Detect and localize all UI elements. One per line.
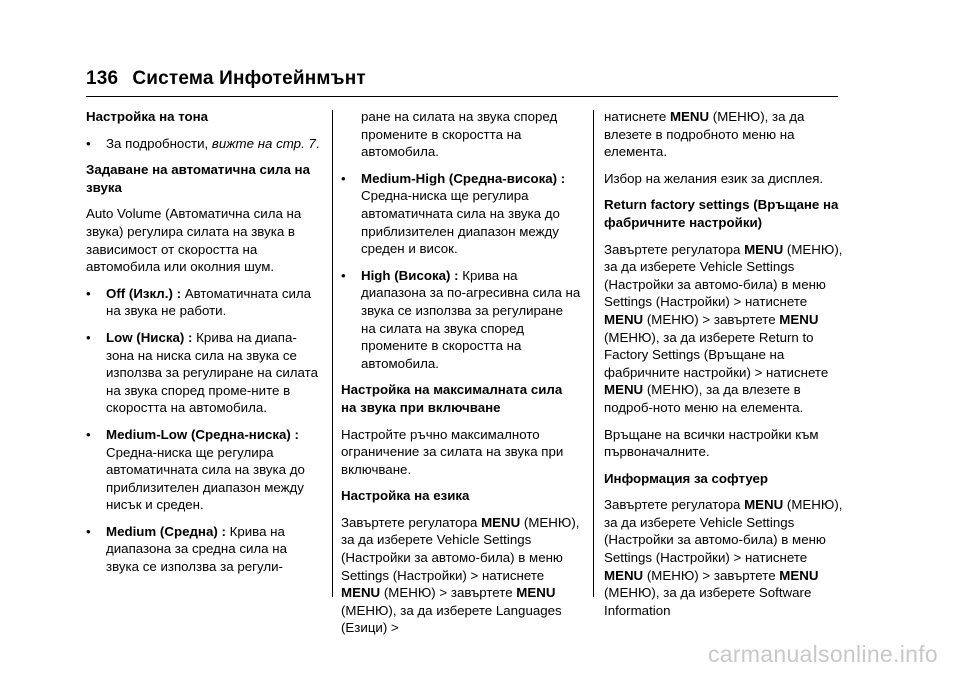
- paragraph-language-cont: [604, 108, 844, 161]
- body-text: (МЕНЮ) > завъртете: [380, 585, 517, 601]
- bullet-icon: •: [86, 426, 91, 442]
- option-text: Крива на диапазона за средна сила на звука се използва за регули-: [106, 523, 287, 575]
- menu-keyword: MENU: [341, 585, 381, 601]
- bullet-item: [341, 170, 581, 258]
- body-text: Завъртете регулатора: [604, 241, 745, 257]
- body-text: (МЕНЮ) > завъртете: [643, 567, 780, 583]
- body-text: (МЕНЮ) > завъртете: [643, 311, 780, 327]
- paragraph-language: [341, 514, 581, 637]
- option-label: Medium-Low (Средна-ниска) :: [106, 426, 299, 442]
- body-text: (МЕНЮ), за да изберете Vehicle Settings (Настройки за автомо-била) в меню Settings (Настройки) > натиснете: [341, 514, 580, 583]
- bullet-icon: •: [86, 329, 91, 345]
- option-label: Low (Ниска) :: [106, 329, 193, 345]
- option-label: Medium-High (Средна-висока) :: [361, 170, 566, 186]
- page-reference: вижте на стр. 7: [211, 135, 316, 151]
- paragraph-auto-volume: Auto Volume (Автоматична сила на звука) регулира силата на звука в зависимост от скоростта на автомобила или околния шум.: [86, 206, 302, 275]
- bullet-item: [86, 523, 321, 576]
- body-text: (МЕНЮ), за да изберете Vehicle Settings (Настройки за автомо-била) в меню Settings (Настройки) > натиснете: [604, 241, 843, 310]
- menu-keyword: MENU: [604, 567, 644, 583]
- watermark: carmanualsonline.info: [707, 641, 938, 667]
- heading-auto-volume: Задаване на автоматична сила на звука: [86, 162, 310, 195]
- option-label: Medium (Средна) :: [106, 523, 226, 539]
- bullet-item: [86, 329, 321, 417]
- option-text: Крива на диапазона за по-агресивна сила на звука се използва за регулиране на силата на звука според промените в скоростта на автомобила.: [361, 267, 581, 371]
- heading-software-info: Информация за софтуер: [604, 470, 769, 486]
- bullet-icon: •: [86, 523, 91, 539]
- menu-keyword: MENU: [604, 311, 644, 327]
- heading-max-volume: Настройка на максималната сила на звука при включване: [341, 382, 563, 415]
- body-text: (МЕНЮ), за да изберете Software Information: [604, 585, 812, 618]
- column-2: [341, 108, 581, 646]
- option-text: Средна-ниска ще регулира автоматичната сила на звука до приблизителен диапазон между среден и висок.: [361, 188, 560, 257]
- menu-keyword: MENU: [779, 311, 819, 327]
- body-text: За подробности,: [106, 135, 212, 151]
- paragraph-factory-settings: [604, 241, 844, 417]
- menu-keyword: MENU: [669, 109, 710, 124]
- option-text: Средна-ниска ще регулира автоматичната сила на звука до приблизителен диапазон между нисък и среден.: [106, 444, 305, 513]
- column-divider: [332, 110, 333, 597]
- bullet-item: [341, 267, 581, 373]
- body-text: (МЕНЮ), за да изберете Return to Factory Settings (Връщане на фабричните настройки) > натиснете: [604, 329, 829, 380]
- bullet-icon: •: [341, 170, 346, 186]
- menu-keyword: MENU: [744, 497, 784, 513]
- paragraph-software-info: [604, 496, 844, 619]
- menu-keyword: MENU: [779, 567, 819, 583]
- page-number: 136: [86, 68, 119, 89]
- option-text: ране на силата на звука според промените в скоростта на автомобила.: [361, 109, 558, 160]
- heading-tone: Настройка на тона: [86, 109, 209, 124]
- menu-keyword: MENU: [744, 241, 784, 257]
- paragraph-reset-all: Връщане на всички настройки към първоначалните.: [604, 426, 819, 460]
- paragraph-max-volume: Настройте ръчно максималното ограничение за силата на звука при включване.: [341, 426, 564, 477]
- option-label: High (Висока) :: [361, 267, 459, 283]
- body-text: (МЕНЮ), за да изберете Vehicle Settings (Настройки за автомо-била) в меню Settings (Настройки) > натиснете: [604, 497, 843, 566]
- body-text: натиснете: [604, 109, 670, 124]
- bullet-continuation: [341, 108, 581, 161]
- heading-language: Настройка на езика: [341, 488, 470, 504]
- section-title: Система Инфотейнмънт: [132, 68, 366, 89]
- bullet-item: [86, 426, 321, 514]
- menu-keyword: MENU: [516, 585, 556, 601]
- bullet-icon: •: [341, 267, 346, 283]
- body-text: (МЕНЮ), за да изберете Languages (Езици) >: [341, 602, 562, 636]
- menu-keyword: MENU: [481, 514, 521, 530]
- option-label: Off (Изкл.) :: [106, 285, 181, 301]
- body-text: .: [315, 135, 320, 151]
- bullet-item: [86, 135, 321, 153]
- column-divider: [593, 110, 594, 597]
- page-header: [86, 68, 366, 90]
- column-1: [86, 108, 321, 585]
- body-text: Завъртете регулатора: [604, 497, 745, 513]
- bullet-icon: •: [86, 285, 91, 301]
- bullet-item: [86, 285, 321, 320]
- heading-factory-settings: Return factory settings (Връщане на фабричните настройки): [604, 197, 839, 230]
- body-text: (МЕНЮ), за да влезете в подробното меню на елемента.: [604, 109, 805, 160]
- option-text: Крива на диапа-зона на ниска сила на звука се използва за регулиране на силата на звука според проме-ните в скоростта на автомобила.: [106, 329, 318, 416]
- column-3: [604, 108, 844, 628]
- body-text: (МЕНЮ), за да влезете в подроб-ното меню на елемента.: [604, 382, 804, 415]
- bullet-icon: •: [86, 135, 91, 151]
- paragraph-choose-language: Избор на желания език за дисплея.: [604, 170, 824, 186]
- body-text: Завъртете регулатора: [341, 514, 482, 530]
- menu-keyword: MENU: [604, 382, 644, 398]
- header-rule: [86, 96, 838, 97]
- option-text: Автоматичната сила на звука не работи.: [106, 285, 312, 319]
